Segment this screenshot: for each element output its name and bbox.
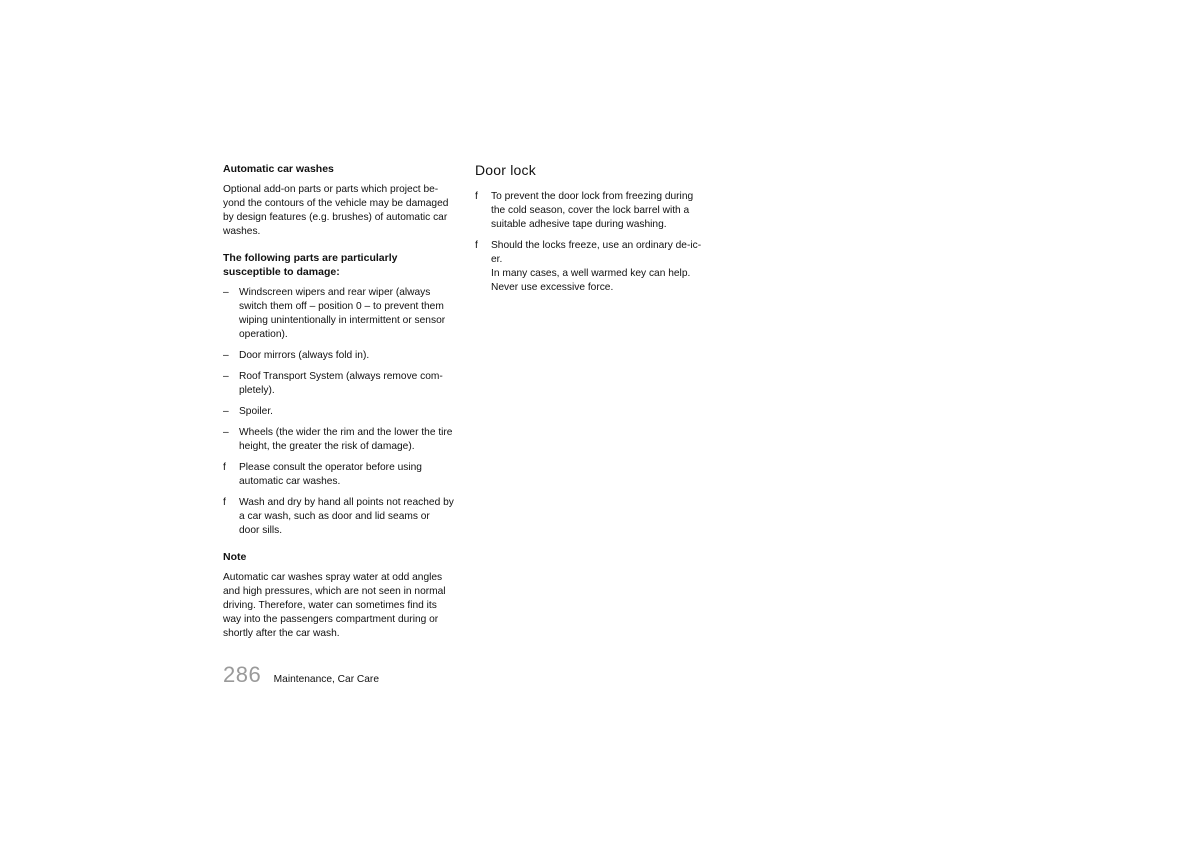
text-line: To prevent the door lock from freezing during [491, 191, 694, 202]
text-line: er. [491, 254, 503, 265]
text-line: washes. [223, 226, 261, 237]
list-item [223, 496, 463, 538]
heading-susceptible-parts [223, 251, 463, 279]
text-line: yond the contours of the vehicle may be damaged [223, 198, 449, 209]
text-line: The following parts are particularly [223, 252, 398, 264]
heading-door-lock: Door lock [475, 162, 536, 178]
text-line: Door mirrors (always fold in). [239, 350, 370, 361]
text-line: pletely). [239, 385, 275, 396]
list-item [223, 426, 463, 454]
list-item [223, 461, 463, 489]
text-line: Optional add-on parts or parts which project be- [223, 184, 439, 195]
text-line: Spoiler. [239, 406, 273, 417]
text-line: height, the greater the risk of damage). [239, 441, 415, 452]
list-item [475, 190, 720, 232]
note-paragraph [223, 571, 463, 641]
footer-section-title: Maintenance, Car Care [273, 674, 379, 685]
text-line: and high pressures, which are not seen in normal [223, 586, 446, 597]
heading-automatic-car-washes: Automatic car washes [223, 163, 334, 175]
text-line: door sills. [239, 525, 283, 536]
dash-marker: – [223, 350, 229, 361]
left-column [223, 162, 463, 641]
text-line: wiping unintentionally in intermittent or sensor [239, 315, 446, 326]
page-footer [223, 662, 379, 688]
list-item [223, 405, 463, 419]
page-number: 286 [223, 662, 262, 687]
text-line: suitable adhesive tape during washing. [491, 219, 667, 230]
text-line: Roof Transport System (always remove com- [239, 371, 443, 382]
list-item [223, 370, 463, 398]
text-line: Never use excessive force. [491, 282, 614, 293]
text-line: Please consult the operator before using [239, 462, 422, 473]
list-item [223, 349, 463, 363]
text-line: shortly after the car wash. [223, 628, 340, 639]
text-line: Automatic car washes spray water at odd angles [223, 572, 443, 583]
text-line: Wash and dry by hand all points not reached by [239, 497, 454, 508]
text-line: In many cases, a well warmed key can help. [491, 268, 691, 279]
list-item [475, 239, 720, 295]
instruction-marker: f [475, 191, 478, 202]
dash-marker: – [223, 371, 229, 382]
text-line: automatic car washes. [239, 476, 341, 487]
instruction-marker: f [475, 240, 478, 251]
text-line: Should the locks freeze, use an ordinary de-ic- [491, 240, 702, 251]
list-item [223, 286, 463, 342]
text-line: switch them off – position 0 – to prevent them [239, 301, 444, 312]
dash-marker: – [223, 287, 229, 298]
dash-marker: – [223, 406, 229, 417]
intro-paragraph [223, 183, 463, 239]
text-line: Windscreen wipers and rear wiper (always [239, 287, 431, 298]
right-column [475, 162, 720, 295]
text-line: by design features (e.g. brushes) of automatic car [223, 212, 448, 223]
heading-note: Note [223, 551, 247, 563]
text-line: way into the passengers compartment during or [223, 614, 439, 625]
text-line: Wheels (the wider the rim and the lower the tire [239, 427, 453, 438]
text-line: susceptible to damage: [223, 266, 340, 278]
instruction-marker: f [223, 462, 226, 473]
text-line: driving. Therefore, water can sometimes find its [223, 600, 437, 611]
dash-marker: – [223, 427, 229, 438]
instruction-marker: f [223, 497, 226, 508]
text-line: a car wash, such as door and lid seams or [239, 511, 430, 522]
text-line: operation). [239, 329, 288, 340]
text-line: the cold season, cover the lock barrel with a [491, 205, 690, 216]
